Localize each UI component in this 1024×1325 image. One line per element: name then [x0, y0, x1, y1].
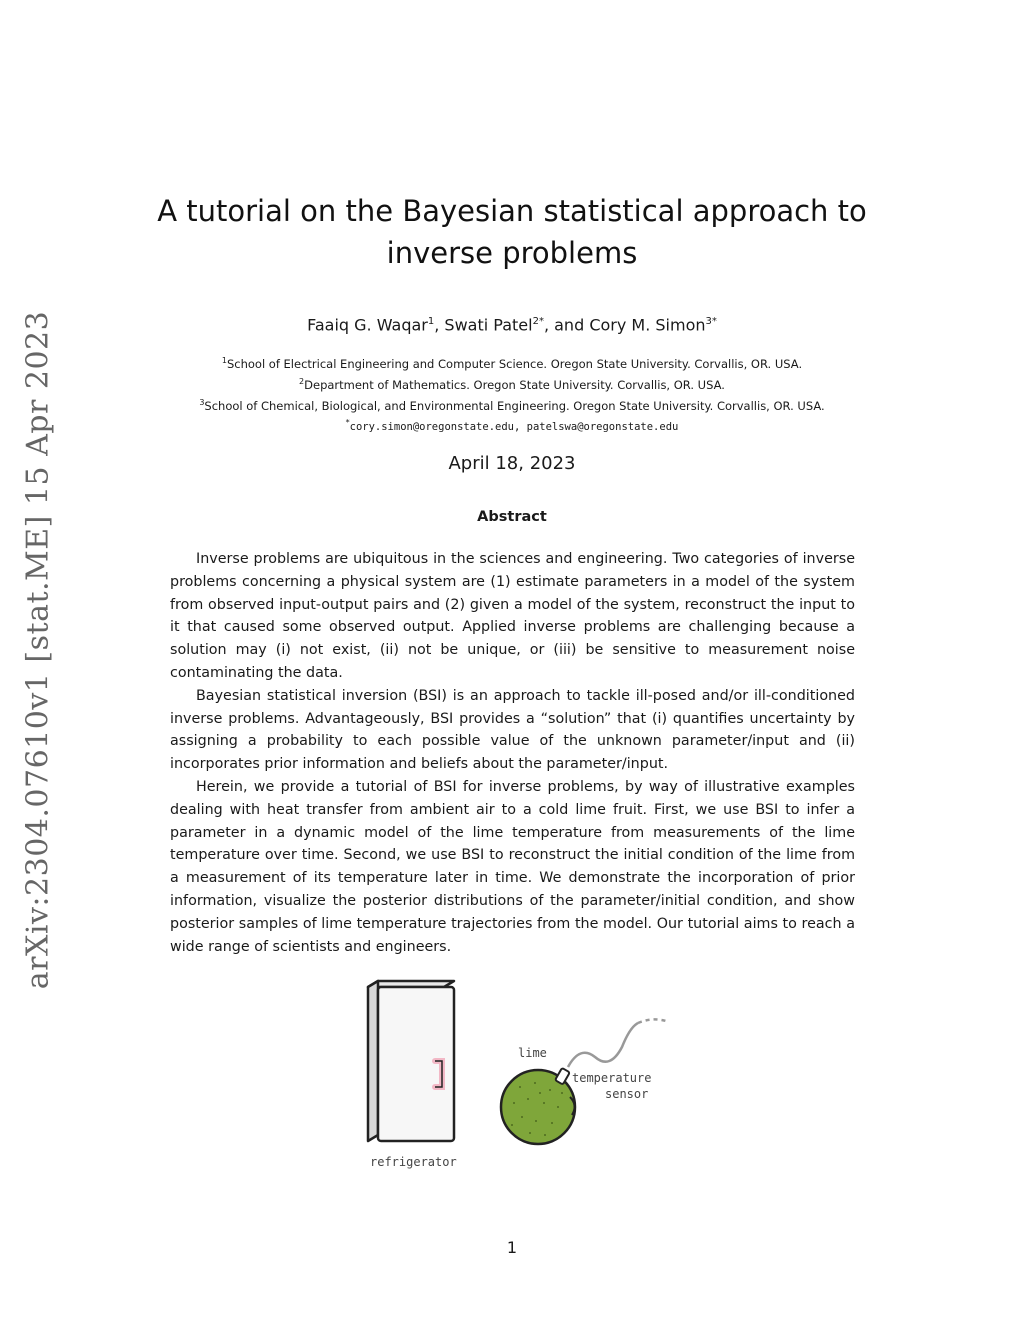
abstract-paragraph: Herein, we provide a tutorial of BSI for inverse problems, by way of illustrative examples dealing with heat transfer from ambient air to a cold lime fruit. First, we use BSI to infer a parameter in a dynamic model of the lime temperature from measurements of the lime temperature over time. Second, we use BSI to reconstruct the initial condition of the lime from a measurement of its temperature later in time. We demonstrate the incorporation of prior information, visualize the posterior distributions of the parameter/initial condition, and show posterior samples of lime temperature trajectories from the model. Our tutorial aims to reach a wide range of scientists and engineers.	[170, 778, 855, 955]
page-number: 1	[506, 1238, 518, 1257]
affiliation	[112, 352, 912, 373]
contact-mark: *	[345, 418, 350, 428]
paper-title: A tutorial on the Bayesian statistical approach to inverse problems	[157, 194, 867, 270]
author-separator: ,	[434, 315, 445, 335]
abstract-paragraph: Bayesian statistical inversion (BSI) is an approach to tackle ill-posed and/or ill-conditioned inverse problems. Advantageously, BSI provides a “solution” that (i) quantifies uncertainty by assigning a probability to each possible value of the unknown parameter/input and (ii) incorporates prior information and beliefs about the parameter/input.	[170, 687, 855, 773]
affiliation-mark: 1	[221, 356, 227, 365]
sensor-cable-dashed	[638, 1019, 666, 1023]
author-separator: , and	[543, 315, 590, 335]
affiliation-text: School of Electrical Engineering and Computer Science. Oregon State University. Corvallis, OR. USA.	[226, 356, 803, 371]
publication-date: April 18, 2023	[448, 453, 576, 474]
abstract-body	[170, 548, 855, 958]
fridge-side	[368, 981, 378, 1141]
author-name: Swati Patel	[444, 315, 533, 335]
arxiv-identifier: arXiv:2304.07610v1 [stat.ME] 15 Apr 2023	[20, 310, 56, 990]
affiliation-text: Department of Mathematics. Oregon State University. Corvallis, OR. USA.	[304, 377, 725, 392]
author-mark: 1	[427, 316, 435, 327]
sensor-label-line1: temperature	[572, 1071, 652, 1085]
refrigerator-label: refrigerator	[370, 1155, 457, 1169]
sensor-probe	[555, 1068, 570, 1085]
author-name: Faaiq G. Waqar	[307, 315, 428, 335]
author-name: Cory M. Simon	[589, 315, 706, 335]
illustration-svg	[340, 975, 680, 1175]
sensor-label-line2: sensor	[605, 1087, 649, 1101]
abstract-heading: Abstract	[477, 509, 547, 525]
author-mark: 2*	[532, 316, 544, 327]
affiliation	[112, 394, 912, 415]
affiliation	[112, 373, 912, 394]
lime-refrigerator-illustration	[340, 975, 680, 1175]
contact-emails	[112, 414, 912, 436]
lime-label: lime	[518, 1046, 547, 1060]
affiliation-text: School of Chemical, Biological, and Environmental Engineering. Oregon State University. Corvallis, OR. USA.	[204, 398, 825, 413]
author-list	[112, 310, 912, 337]
email-addresses[interactable]: cory.simon@oregonstate.edu, patelswa@oregonstate.edu	[349, 421, 679, 434]
abstract-paragraph: Inverse problems are ubiquitous in the sciences and engineering. Two categories of inverse problems concerning a physical system are (1) estimate parameters in a model of the system from observed input-output pairs and (2) given a model of the system, reconstruct the input to it that caused some observed output. Applied inverse problems are challenging because a solution may (i) not exist, (ii) not be unique, or (iii) be sensitive to measurement noise contaminating the data.	[170, 551, 855, 681]
author-mark: 3*	[705, 316, 717, 327]
affiliation-mark: 2	[299, 376, 305, 386]
sensor-cable	[568, 1023, 638, 1067]
affiliations	[112, 352, 912, 436]
affiliation-mark: 3	[199, 397, 205, 407]
